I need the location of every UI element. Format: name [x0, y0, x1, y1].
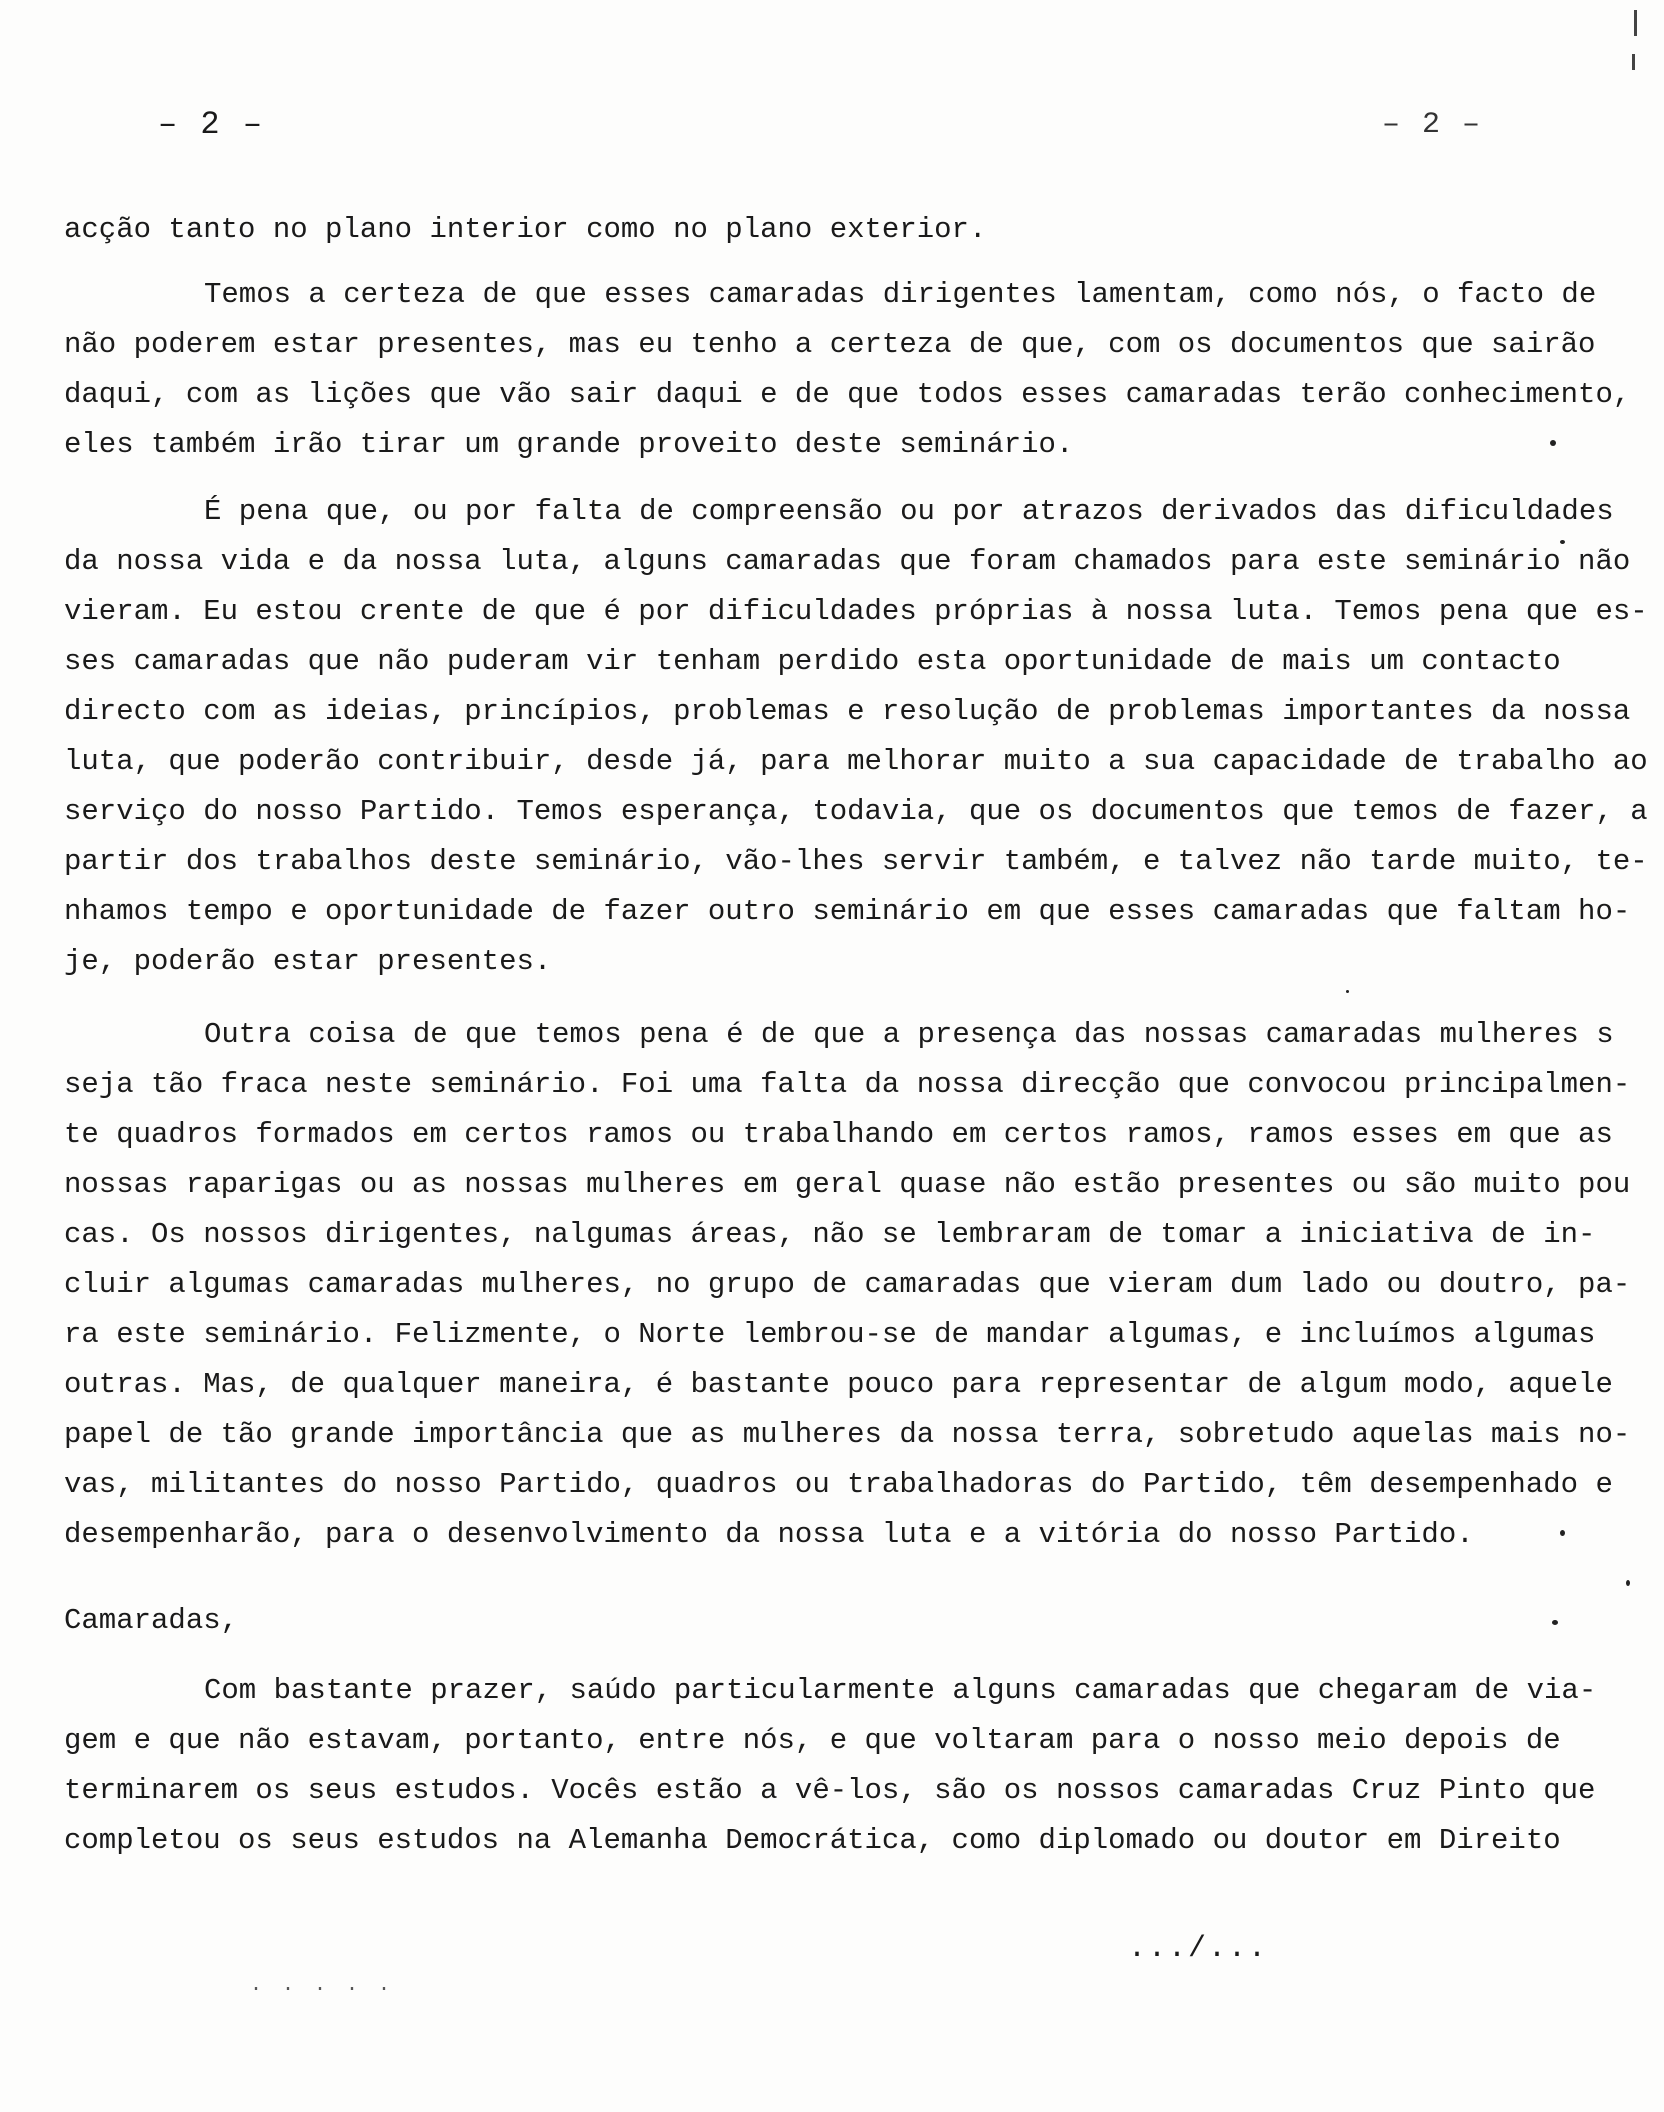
text-line: papel de tão grande importância que as mulheres da nossa terra, sobretudo aquelas mais no-	[64, 1418, 1631, 1451]
text-line: cluir algumas camaradas mulheres, no grupo de camaradas que vieram dum lado ou doutro, pa-	[64, 1268, 1631, 1301]
text-line: directo com as ideias, princípios, problemas e resolução de problemas importantes da nossa	[64, 695, 1631, 728]
page-number-right: – 2 –	[1382, 108, 1483, 142]
scan-speck	[1346, 990, 1349, 993]
text-line: te quadros formados em certos ramos ou trabalhando em certos ramos, ramos esses em que as	[64, 1118, 1613, 1151]
salutation: Camaradas,	[64, 1604, 239, 1637]
text-line: Com bastante prazer, saúdo particularmente alguns camaradas que chegaram de via-	[204, 1674, 1597, 1707]
text-line: luta, que poderão contribuir, desde já, para melhorar muito a sua capacidade de trabalho ao	[64, 745, 1648, 778]
text-line: desempenharão, para o desenvolvimento da nossa luta e a vitória do nosso Partido.	[64, 1518, 1474, 1551]
text-line: cas. Os nossos dirigentes, nalgumas áreas, não se lembraram de tomar a iniciativa de in-	[64, 1218, 1596, 1251]
text-line: gem e que não estavam, portanto, entre nós, e que voltaram para o nosso meio depois de	[64, 1724, 1561, 1757]
text-line: Outra coisa de que temos pena é de que a presença das nossas camaradas mulheres s	[204, 1018, 1614, 1051]
text-line: acção tanto no plano interior como no plano exterior.	[64, 213, 987, 246]
text-line: terminarem os seus estudos. Vocês estão a vê-los, são os nossos camaradas Cruz Pinto que	[64, 1774, 1596, 1807]
text-line: da nossa vida e da nossa luta, alguns camaradas que foram chamados para este seminário não	[64, 545, 1631, 578]
text-line: eles também irão tirar um grande proveito deste seminário.	[64, 428, 1074, 461]
page-number-left: – 2 –	[158, 106, 265, 143]
text-line: je, poderão estar presentes.	[64, 945, 552, 978]
text-line: É pena que, ou por falta de compreensão ou por atrazos derivados das dificuldades	[204, 495, 1614, 528]
text-line: nhamos tempo e oportunidade de fazer outro seminário em que esses camaradas que faltam ho-	[64, 895, 1631, 928]
scan-speck	[1626, 1580, 1630, 1586]
text-line: Temos a certeza de que esses camaradas dirigentes lamentam, como nós, o facto de	[204, 278, 1597, 311]
text-line: nossas raparigas ou as nossas mulheres em geral quase não estão presentes ou são muito pou	[64, 1168, 1631, 1201]
scan-speck	[1552, 1620, 1558, 1625]
scan-speck	[1560, 1530, 1565, 1536]
text-line: vieram. Eu estou crente de que é por dificuldades próprias à nossa luta. Temos pena que es-	[64, 595, 1648, 628]
text-line: serviço do nosso Partido. Temos esperança, todavia, que os documentos que temos de fazer, a	[64, 795, 1648, 828]
text-line: partir dos trabalhos deste seminário, vão-lhes servir também, e talvez não tarde muito, te-	[64, 845, 1648, 878]
text-line: ra este seminário. Felizmente, o Norte lembrou-se de mandar algumas, e incluímos algumas	[64, 1318, 1596, 1351]
text-line: ses camaradas que não puderam vir tenham perdido esta oportunidade de mais um contacto	[64, 645, 1561, 678]
text-line: completou os seus estudos na Alemanha Democrática, como diplomado ou doutor em Direito	[64, 1824, 1561, 1857]
text-line: outras. Mas, de qualquer maneira, é bastante pouco para representar de algum modo, aquele	[64, 1368, 1613, 1401]
text-line: não poderem estar presentes, mas eu tenho a certeza de que, com os documentos que sairão	[64, 328, 1596, 361]
text-line: vas, militantes do nosso Partido, quadros ou trabalhadoras do Partido, têm desempenhado e	[64, 1468, 1613, 1501]
text-line: seja tão fraca neste seminário. Foi uma falta da nossa direcção que convocou principalmen-	[64, 1068, 1631, 1101]
continuation-mark: .../...	[1128, 1932, 1269, 1966]
stray-marks: . . . . .	[250, 1974, 395, 1997]
text-line: daqui, com as lições que vão sair daqui e de que todos esses camaradas terão conhecimento,	[64, 378, 1631, 411]
scan-speck	[1560, 540, 1565, 544]
scan-speck	[1550, 440, 1556, 446]
scan-mark	[1632, 54, 1635, 70]
scan-mark	[1634, 10, 1637, 36]
